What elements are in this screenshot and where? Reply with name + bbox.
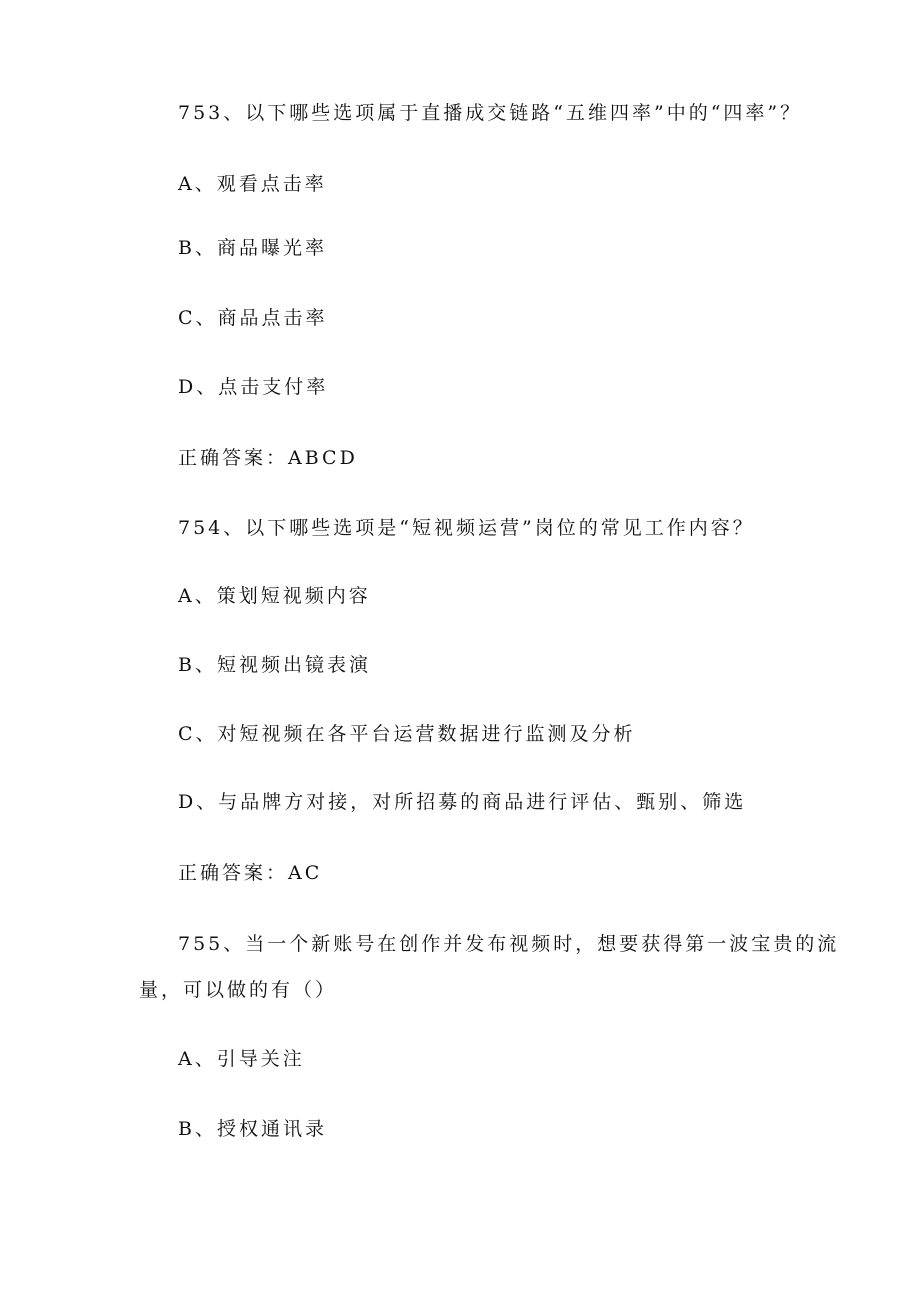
question-755-stem-continued: 量，可以做的有（） xyxy=(139,979,338,1001)
question-754-option-b: B、短视频出镜表演 xyxy=(178,654,371,676)
question-754-option-c: C、对短视频在各平台运营数据进行监测及分析 xyxy=(178,723,636,745)
question-753-option-d: D、点击支付率 xyxy=(178,376,329,398)
question-753-option-c: C、商品点击率 xyxy=(178,307,328,329)
question-753-option-a: A、观看点击率 xyxy=(178,173,327,195)
question-755-stem: 755、当一个新账号在创作并发布视频时，想要获得第一波宝贵的流 xyxy=(178,933,840,955)
question-754-option-d: D、与品牌方对接，对所招募的商品进行评估、甄别、筛选 xyxy=(178,791,747,813)
question-755-option-b: B、授权通讯录 xyxy=(178,1118,327,1140)
question-754-stem: 754、以下哪些选项是“短视频运营”岗位的常见工作内容？ xyxy=(178,517,755,539)
question-754-answer: 正确答案：AC xyxy=(178,862,323,884)
question-753-stem: 753、以下哪些选项属于直播成交链路“五维四率”中的“四率”？ xyxy=(178,102,803,124)
question-755-option-a: A、引导关注 xyxy=(178,1048,305,1070)
question-753-option-b: B、商品曝光率 xyxy=(178,237,327,259)
question-754-option-a: A、策划短视频内容 xyxy=(178,585,371,607)
question-753-answer: 正确答案：ABCD xyxy=(178,447,358,469)
